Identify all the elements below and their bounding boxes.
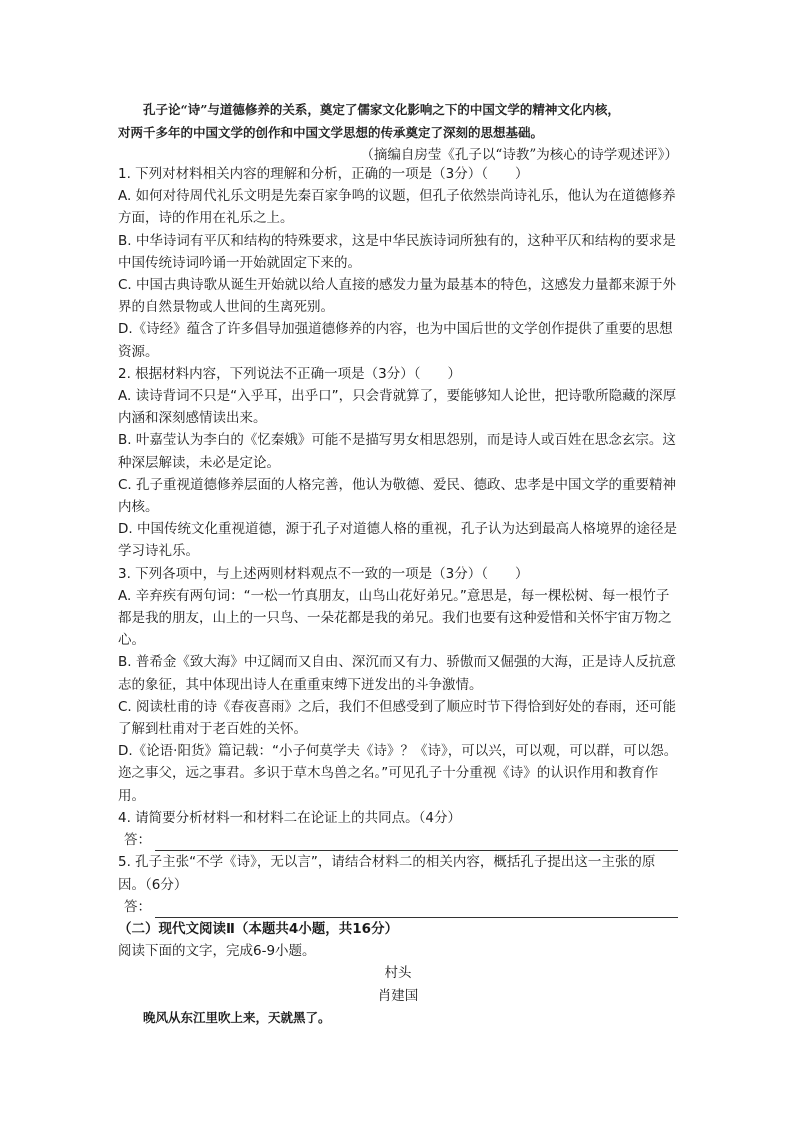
option-d: D. 中国传统文化重视道德，源于孔子对道德人格的重视，孔子认为达到最高人格境界的途径是学习诗礼乐。 bbox=[118, 521, 677, 560]
question-5 bbox=[118, 851, 678, 918]
question-stem: 4. 请简要分析材料一和材料二在论证上的共同点。（4分） bbox=[118, 809, 462, 826]
option-a: A. 读诗背词不只是“入乎耳，出乎口”，只会背就算了，要能够知人论世，把诗歌所隐藏的深厚内涵和深刻感情读出来。 bbox=[118, 388, 677, 427]
material-conclusion bbox=[118, 98, 678, 144]
section-2 bbox=[118, 918, 678, 1029]
option-b: B. 中华诗词有平仄和结构的特殊要求，这是中华民族诗词所独有的，这种平仄和结构的要求是中国传统诗词吟诵一开始就固定下来的。 bbox=[118, 232, 676, 271]
story-author: 肖建国 bbox=[377, 987, 419, 1004]
answer-label: 答： bbox=[124, 832, 151, 849]
section-instruction: 阅读下面的文字，完成6-9小题。 bbox=[118, 943, 316, 960]
answer-label: 答： bbox=[124, 898, 151, 915]
question-stem: 2. 根据材料内容，下列说法不正确一项是（3分）（ ） bbox=[118, 365, 462, 382]
question-1 bbox=[118, 163, 678, 363]
option-c: C. 孔子重视道德修养层面的人格完善，他认为敬德、爱民、德政、忠孝是中国文学的重要精神内核。 bbox=[118, 476, 677, 516]
answer-line[interactable] bbox=[155, 835, 678, 851]
option-c: C. 阅读杜甫的诗《春夜喜雨》之后，我们不但感受到了顺应时节下得恰到好处的春雨，还可能了解到杜甫对于老百姓的关怀。 bbox=[118, 698, 677, 738]
option-b: B. 普希金《致大海》中辽阔而又自由、深沉而又有力、骄傲而又倔强的大海，正是诗人反抗意志的象征，其中体现出诗人在重重束缚下迸发出的斗争激情。 bbox=[118, 654, 676, 693]
option-a: A. 如何对待周代礼乐文明是先秦百家争鸣的议题，但孔子依然崇尚诗礼乐，他认为在道德修养方面，诗的作用在礼乐之上。 bbox=[118, 188, 676, 227]
option-b: B. 叶嘉莹认为李白的《忆秦娥》可能不是描写男女相思怨别，而是诗人或百姓在思念玄宗。这种深层解读，未必是定论。 bbox=[118, 432, 676, 471]
story-first-line: 晚风从东江里吹上来，天就黑了。 bbox=[143, 1009, 331, 1025]
option-c: C. 中国古典诗歌从诞生开始就以给人直接的感发力量为最基本的特色，这感发力量都来源于外界的自然景物或人世间的生离死别。 bbox=[118, 277, 677, 316]
question-stem: 5. 孔子主张“不学《诗》，无以言”，请结合材料二的相关内容，概括孔子提出这一主张的原因。（6分） bbox=[118, 854, 656, 893]
option-d: D.《论语·阳货》篇记载：“小子何莫学夫《诗》？《诗》，可以兴，可以观，可以群，可以怨。迩之事父，远之事君。多识于草木鸟兽之名。”可见孔子十分重视《诗》的认识作用和教育作用。 bbox=[118, 743, 678, 804]
source-citation: （摘编自房莹《孔子以“诗教”为核心的诗学观述评》） bbox=[360, 147, 678, 163]
question-2 bbox=[118, 363, 678, 563]
questions-body bbox=[118, 163, 678, 1029]
intro-line-2: 对两千多年的中国文学的创作和中国文学思想的传承奠定了深刻的思想基础。 bbox=[118, 125, 544, 140]
answer-area-4[interactable] bbox=[118, 829, 678, 851]
answer-area-5[interactable] bbox=[118, 896, 678, 918]
option-a: A. 辛弃疾有两句词：“一松一竹真朋友，山鸟山花好弟兄。”意思是，每一棵松树、每一根竹子都是我的朋友，山上的一只鸟、一朵花都是我的弟兄。我们也要有这种爱惜和关怀宇宙万物之心。 bbox=[118, 587, 672, 649]
answer-line[interactable] bbox=[155, 902, 678, 918]
question-3 bbox=[118, 563, 678, 807]
question-stem: 3. 下列各项中，与上述两则材料观点不一致的一项是（3分）（ ） bbox=[118, 565, 529, 582]
section-heading: （二）现代文阅读Ⅱ（本题共4小题，共16分） bbox=[118, 920, 399, 937]
intro-line-1: 孔子论“诗”与道德修养的关系，奠定了儒家文化影响之下的中国文学的精神文化内核， bbox=[143, 102, 620, 117]
question-4 bbox=[118, 807, 678, 851]
option-d: D.《诗经》蕴含了许多倡导加强道德修养的内容，也为中国后世的文学创作提供了重要的思想资源。 bbox=[118, 321, 673, 360]
story-title: 村头 bbox=[384, 965, 412, 982]
question-stem: 1. 下列对材料相关内容的理解和分析，正确的一项是（3分）（ ） bbox=[118, 166, 529, 182]
